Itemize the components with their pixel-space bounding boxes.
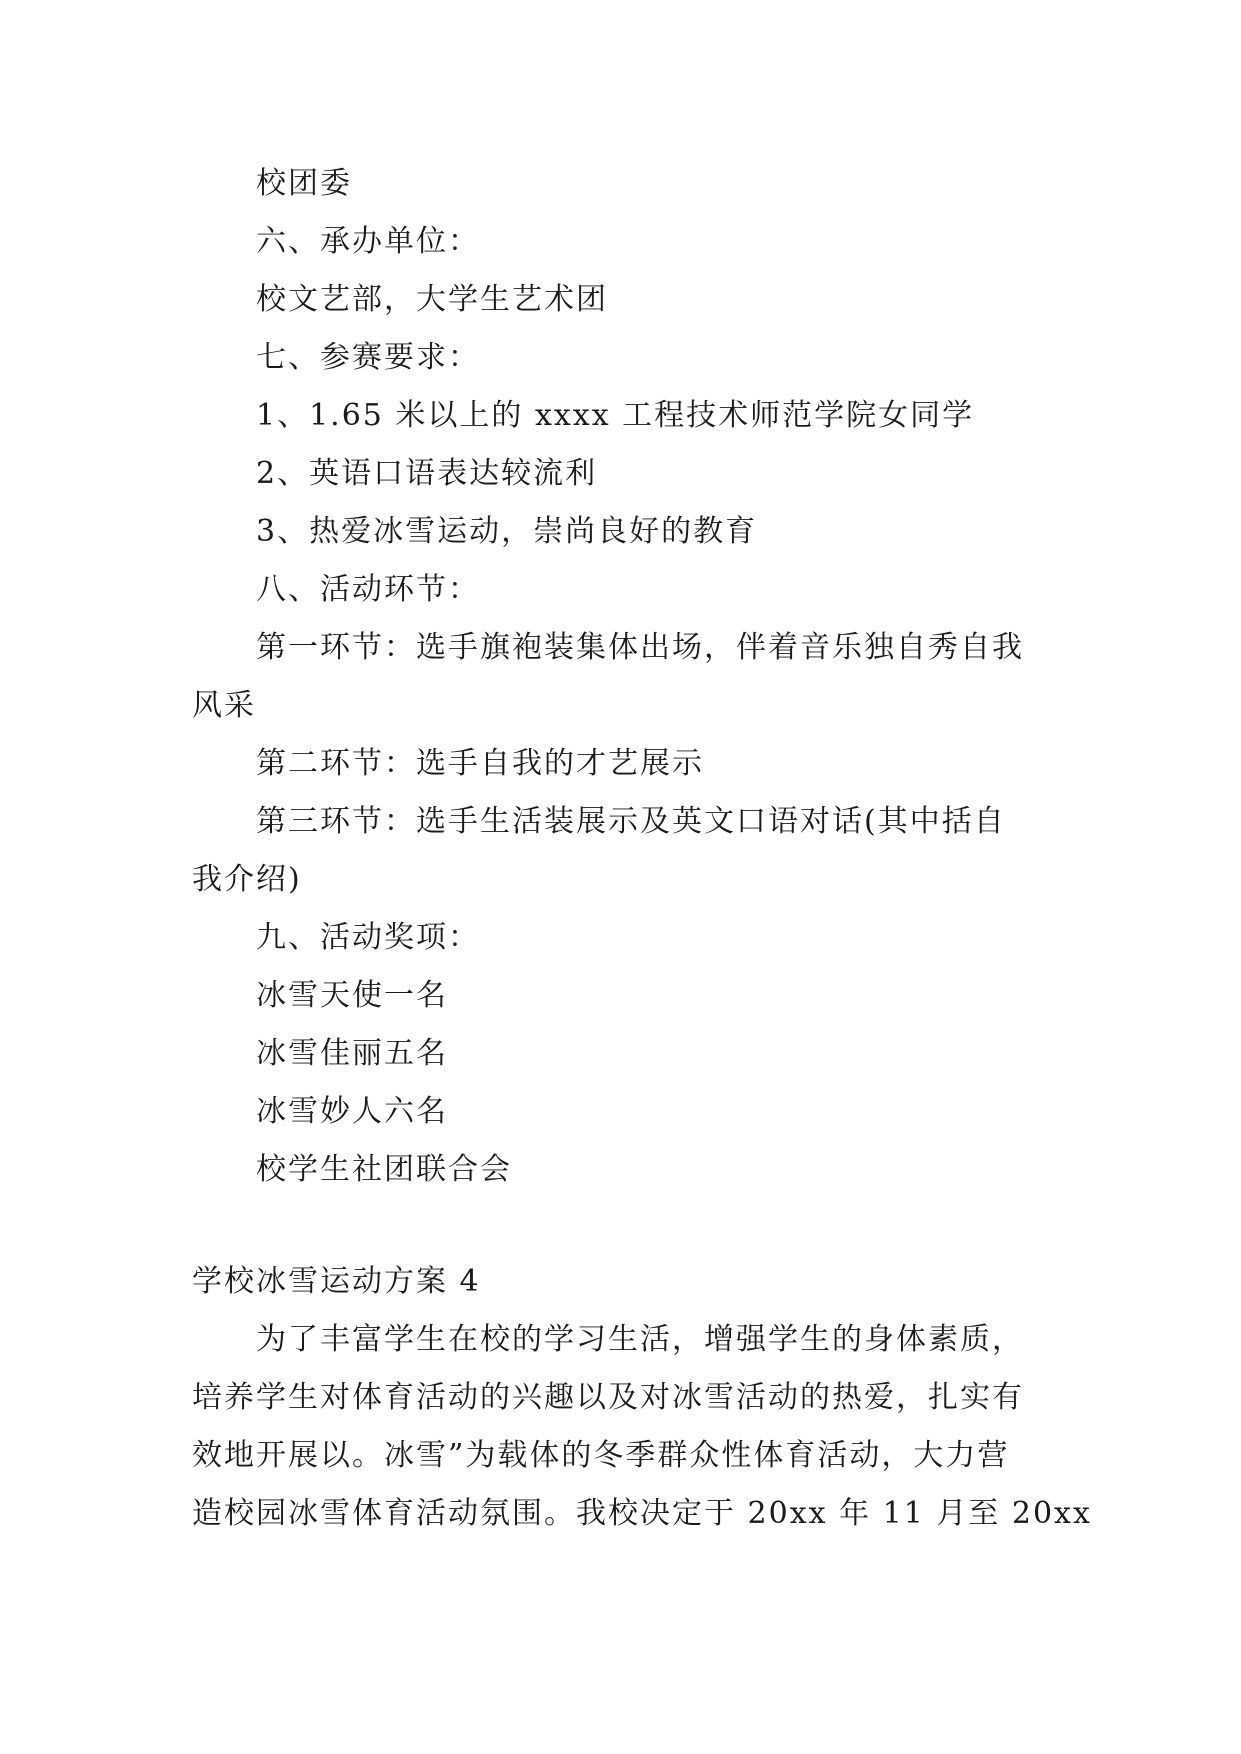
text-line: 3、热爱冰雪运动，崇尚良好的教育 bbox=[256, 514, 758, 549]
paragraph-line: 为了丰富学生在校的学习生活，增强学生的身体素质， bbox=[256, 1322, 1024, 1357]
text-line: 校团委 bbox=[256, 166, 352, 201]
text-line: 风采 bbox=[192, 688, 256, 723]
text-line: 冰雪天使一名 bbox=[256, 978, 448, 1013]
text-line: 六、承办单位： bbox=[256, 224, 480, 259]
text-line: 校文艺部，大学生艺术团 bbox=[256, 282, 608, 317]
paragraph-line: 效地开展以。冰雪”为载体的冬季群众性体育活动，大力营 bbox=[192, 1438, 1010, 1473]
text-line: 1、1.65 米以上的 xxxx 工程技术师范学院女同学 bbox=[256, 398, 975, 433]
text-line: 校学生社团联合会 bbox=[256, 1152, 512, 1187]
text-line: 第三环节：选手生活装展示及英文口语对话(其中括自 bbox=[256, 804, 1006, 839]
paragraph-line: 培养学生对体育活动的兴趣以及对冰雪活动的热爱，扎实有 bbox=[192, 1380, 1024, 1415]
text-line: 第一环节：选手旗袍装集体出场，伴着音乐独自秀自我 bbox=[256, 630, 1024, 665]
text-line: 2、英语口语表达较流利 bbox=[256, 456, 598, 491]
text-line: 九、活动奖项： bbox=[256, 920, 480, 955]
text-line: 冰雪佳丽五名 bbox=[256, 1036, 448, 1071]
section-title: 学校冰雪运动方案 4 bbox=[192, 1264, 481, 1299]
text-line: 我介绍) bbox=[192, 862, 302, 897]
text-line: 第二环节：选手自我的才艺展示 bbox=[256, 746, 704, 781]
text-line: 八、活动环节： bbox=[256, 572, 480, 607]
paragraph-line: 造校园冰雪体育活动氛围。我校决定于 20xx 年 11 月至 20xx bbox=[192, 1496, 1092, 1531]
text-line: 七、参赛要求： bbox=[256, 340, 480, 375]
text-line: 冰雪妙人六名 bbox=[256, 1094, 448, 1129]
